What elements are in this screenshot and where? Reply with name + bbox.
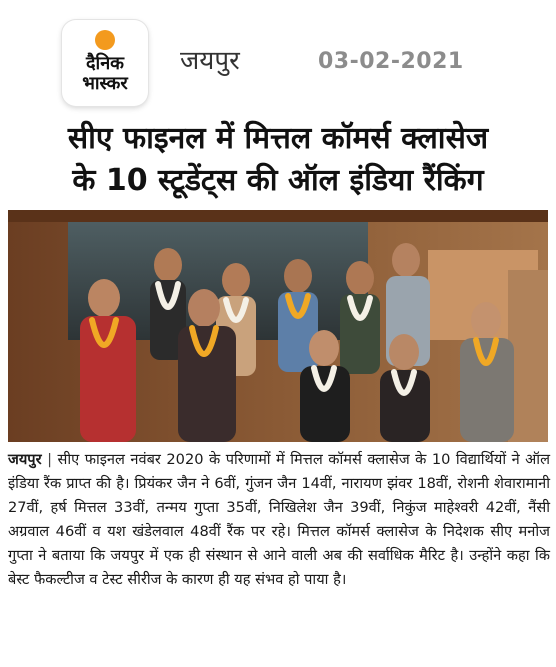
dainik-bhaskar-logo bbox=[62, 20, 148, 106]
headline-line2: के 10 स्टूडेंट्स की ऑल इंडिया रैंकिंग bbox=[72, 163, 484, 198]
edition-date: 03-02-2021 bbox=[318, 49, 464, 74]
article-dateline: जयपुर bbox=[8, 451, 42, 468]
edition-city: जयपुर bbox=[180, 46, 240, 76]
dateline-separator: | bbox=[47, 451, 52, 468]
article-body bbox=[8, 448, 550, 592]
logo-line1: दैनिक bbox=[85, 53, 125, 74]
headline bbox=[0, 118, 556, 202]
article-text: सीए फाइनल नवंबर 2020 के परिणामों में मित्तल कॉमर्स क्लासेज के 10 विद्यार्थियों ने ऑल इंडिया रैंक प्राप्त की है। प्रियंकर जैन ने 6वीं, गुंजन जैन 14वीं, नारायण झंवर 18वीं, रोशनी शेवारामानी 27वीं, हर्ष मित्तल 33वीं, तन्मय गुप्ता 35वीं, निखिलेश जैन 39वीं, निकुंज माहेश्वरी 42वीं, नैंसी अग्रवाल 46वीं व यश खंडेलवाल 48वीं रैंक पर रहे। मित्तल कॉमर्स क्लासेज के निदेशक सीए मनोज गुप्ता ने बताया कि जयपुर में एक ही संस्थान से आने वाली अब की सर्वाधिक मैरिट है। उन्होंने कहा कि बेस्ट फैकल्टीज व टेस्ट सीरीज के कारण ही यह संभव हो पाया है। bbox=[8, 451, 551, 588]
headline-line1: सीए फाइनल में मित्तल कॉमर्स क्लासेज bbox=[67, 121, 489, 156]
sun-icon bbox=[95, 30, 115, 50]
masthead bbox=[0, 0, 556, 112]
logo-line2: भास्कर bbox=[82, 73, 128, 94]
group-photo bbox=[8, 210, 548, 442]
students-photo-illustration bbox=[8, 210, 548, 442]
